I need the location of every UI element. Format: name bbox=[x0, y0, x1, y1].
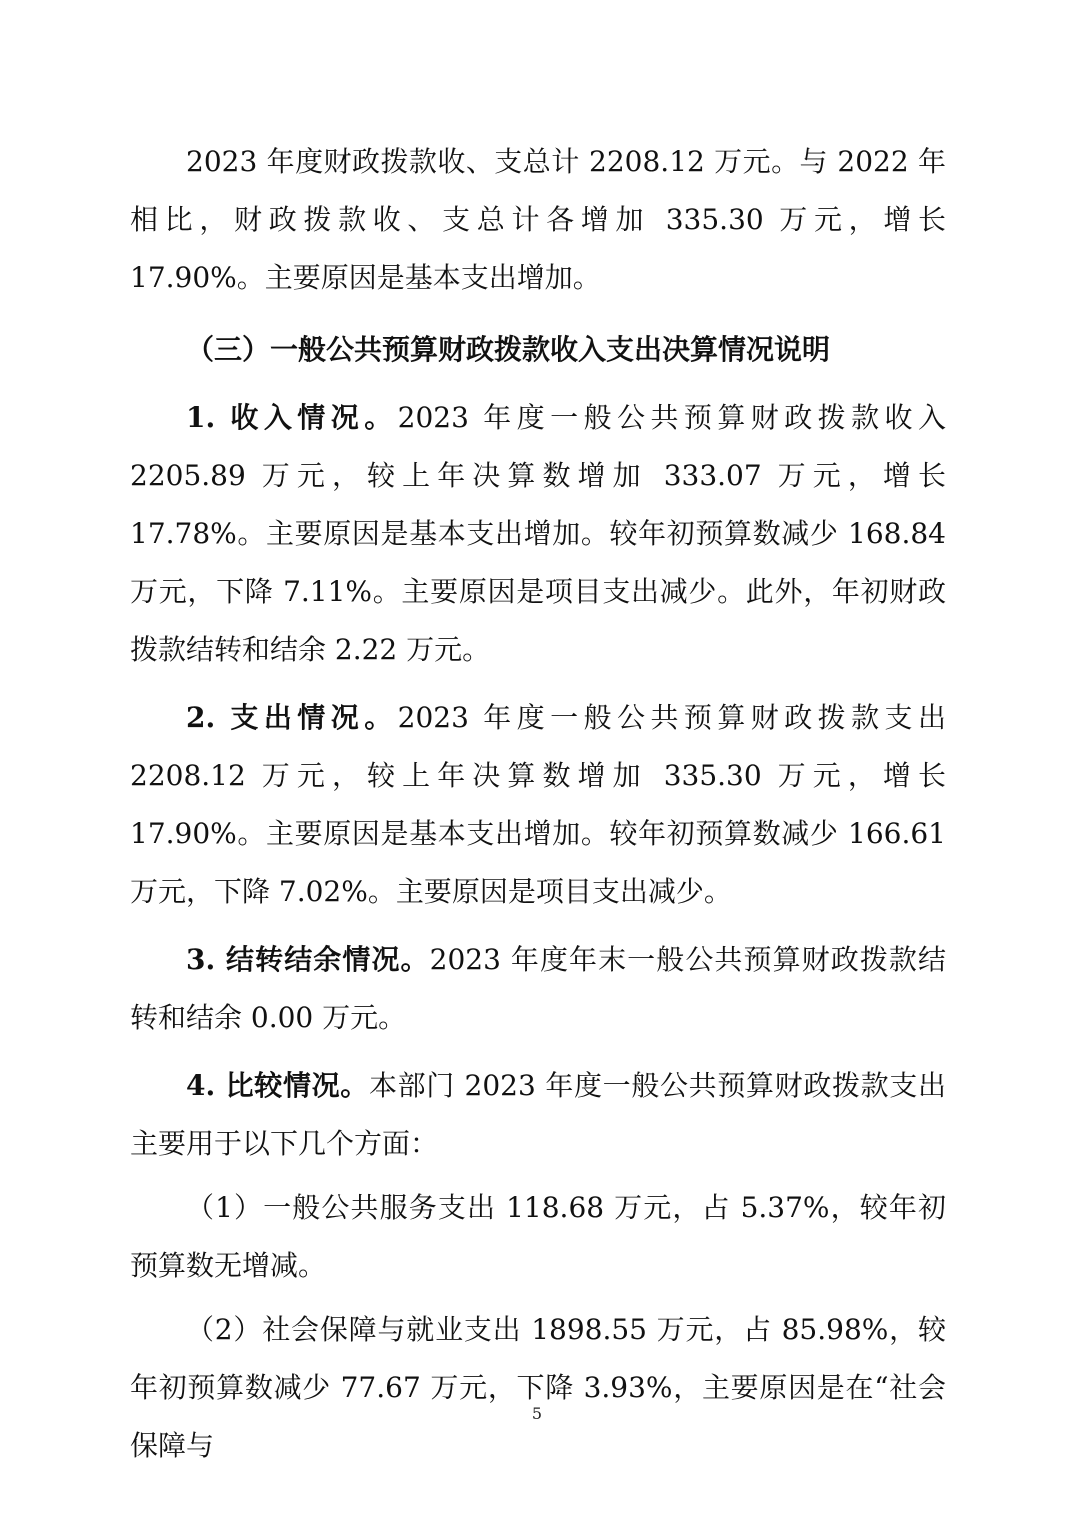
comparison-lead: 4. 比较情况。 bbox=[186, 1069, 369, 1102]
paragraph-expense bbox=[130, 689, 946, 921]
income-text: 2023 年度一般公共预算财政拨款收入 2205.89 万元，较上年决算数增加 333.07 万元，增长 17.78%。主要原因是基本支出增加。较年初预算数减少 168.84 万元，下降 7.11%。主要原因是项目支出减少。此外，年初财政拨款结转和结余 2.22 万元。 bbox=[130, 401, 946, 666]
expense-text: 2023 年度一般公共预算财政拨款支出 2208.12 万元，较上年决算数增加 335.30 万元，增长 17.90%。主要原因是基本支出增加。较年初预算数减少 166.61 万元，下降 7.02%。主要原因是项目支出减少。 bbox=[130, 701, 946, 908]
carryover-text: 2023 年度年末一般公共预算财政拨款结转和结余 0.00 万元。 bbox=[130, 943, 946, 1034]
expense-lead: 2. 支出情况。 bbox=[186, 701, 398, 734]
paragraph-public-service: （1）一般公共服务支出 118.68 万元，占 5.37%，较年初预算数无增减。 bbox=[130, 1191, 946, 1282]
paragraph-total: 2023 年度财政拨款收、支总计 2208.12 万元。与 2022 年相比，财政拨款收、支总计各增加 335.30 万元，增长 17.90%。主要原因是基本支出增加。 bbox=[130, 145, 946, 294]
carryover-lead: 3. 结转结余情况。 bbox=[186, 943, 430, 976]
body-text bbox=[130, 133, 946, 1475]
paragraph-social-security: （2）社会保障与就业支出 1898.55 万元，占 85.98%，较年初预算数减少 77.67 万元，下降 3.93%，主要原因是在“社会保障与 bbox=[130, 1313, 946, 1462]
section-heading: （三）一般公共预算财政拨款收入支出决算情况说明 bbox=[186, 333, 831, 366]
comparison-text: 本部门 2023 年度一般公共预算财政拨款支出主要用于以下几个方面： bbox=[130, 1069, 946, 1160]
paragraph-income bbox=[130, 389, 946, 679]
paragraph-comparison bbox=[130, 1057, 946, 1173]
page-number: 5 bbox=[531, 1404, 543, 1423]
income-lead: 1. 收入情况。 bbox=[186, 401, 398, 434]
paragraph-carryover bbox=[130, 931, 946, 1047]
